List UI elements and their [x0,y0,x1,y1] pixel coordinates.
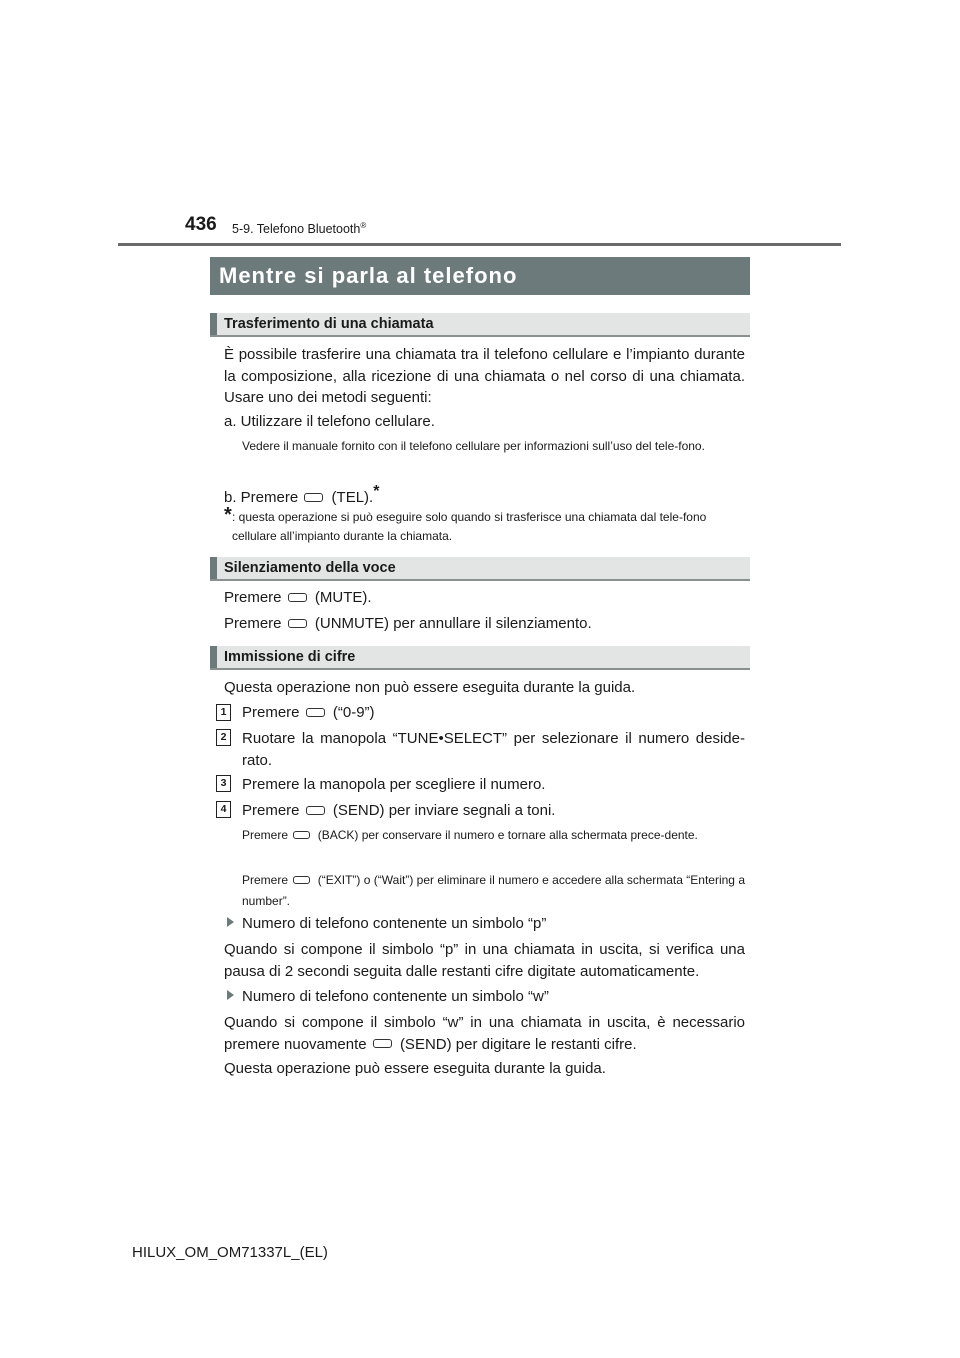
subheading-digits: Immissione di cifre [210,646,750,670]
transfer-intro: È possibile trasferire una chiamata tra il telefono cellulare e l’impianto durante la composizione, alla ricezione di una chiamata o nel corso di una chiamata. Usare uno dei metodi seguenti: [224,346,745,406]
closing-note: Questa operazione può essere eseguita durante la guida. [224,1060,606,1077]
p-symbol-heading: Numero di telefono contenente un simbolo “p” [227,913,546,934]
triangle-bullet-icon [227,917,234,927]
unmute-line: Premere (UNMUTE) per annullare il silenziamento. [224,615,592,632]
mute-line: Premere (MUTE). [224,589,372,606]
header-divider [118,243,841,246]
asterisk: * [373,483,380,500]
w-symbol-heading: Numero di telefono contenente un simbolo “w” [227,986,549,1007]
page-number: 436 [185,214,217,235]
transfer-footnote: : questa operazione si può eseguire solo quando si trasferisce una chiamata dal tele-fono cellulare all’impianto durante la chiamata. [232,510,707,543]
footnote-marker: * [224,504,232,526]
subheading-transfer: Trasferimento di una chiamata [210,313,750,337]
step-2: Ruotare la manopola “TUNE•SELECT” per selezionare il numero deside-rato. [242,730,745,769]
step-number-4: 4 [216,801,231,818]
page-title: Mentre si parla al telefono [210,257,750,295]
step-number-3: 3 [216,775,231,792]
mute-button-icon [288,593,307,602]
step-number-1: 1 [216,704,231,721]
transfer-item-b: b. Premere (TEL).* [224,483,380,506]
transfer-item-a: a. Utilizzare il telefono cellulare. [224,413,435,430]
note-back: Premere (BACK) per conservare il numero e tornare alla schermata prece-dente. [242,828,698,842]
registered-mark: ® [360,221,367,230]
w-symbol-text: Quando si compone il simbolo “w” in una chiamata in uscita, è necessario premere nuovamente (SEND) per digitare le restanti cifre. [224,1014,745,1053]
step-1: Premere (“0-9”) [242,704,375,721]
step-3: Premere la manopola per scegliere il numero. [242,776,546,793]
digits-intro: Questa operazione non può essere eseguita durante la guida. [224,679,636,696]
step-4: Premere (SEND) per inviare segnali a toni. [242,802,556,819]
exit-button-icon [293,876,310,884]
unmute-button-icon [288,619,307,628]
p-symbol-text: Quando si compone il simbolo “p” in una chiamata in uscita, si verifica una pausa di 2 secondi seguita dalle restanti cifre digitate automaticamente. [224,941,745,980]
step-number-2: 2 [216,729,231,746]
document-code: HILUX_OM_OM71337L_(EL) [132,1244,328,1261]
tel-button-icon [304,493,323,502]
triangle-bullet-icon [227,990,234,1000]
note-exit: Premere (“EXIT”) o (“Wait”) per eliminare il numero e accedere alla schermata “Entering a number”. [242,873,745,908]
back-button-icon [293,831,310,839]
subheading-mute: Silenziamento della voce [210,557,750,581]
send-button-icon [306,806,325,815]
transfer-item-a-note: Vedere il manuale fornito con il telefono cellulare per informazioni sull’uso del tele-fono. [242,439,705,453]
section-title: 5-9. Telefono Bluetooth® [232,221,367,237]
digits-button-icon [306,708,325,717]
send-button-icon [373,1039,392,1048]
